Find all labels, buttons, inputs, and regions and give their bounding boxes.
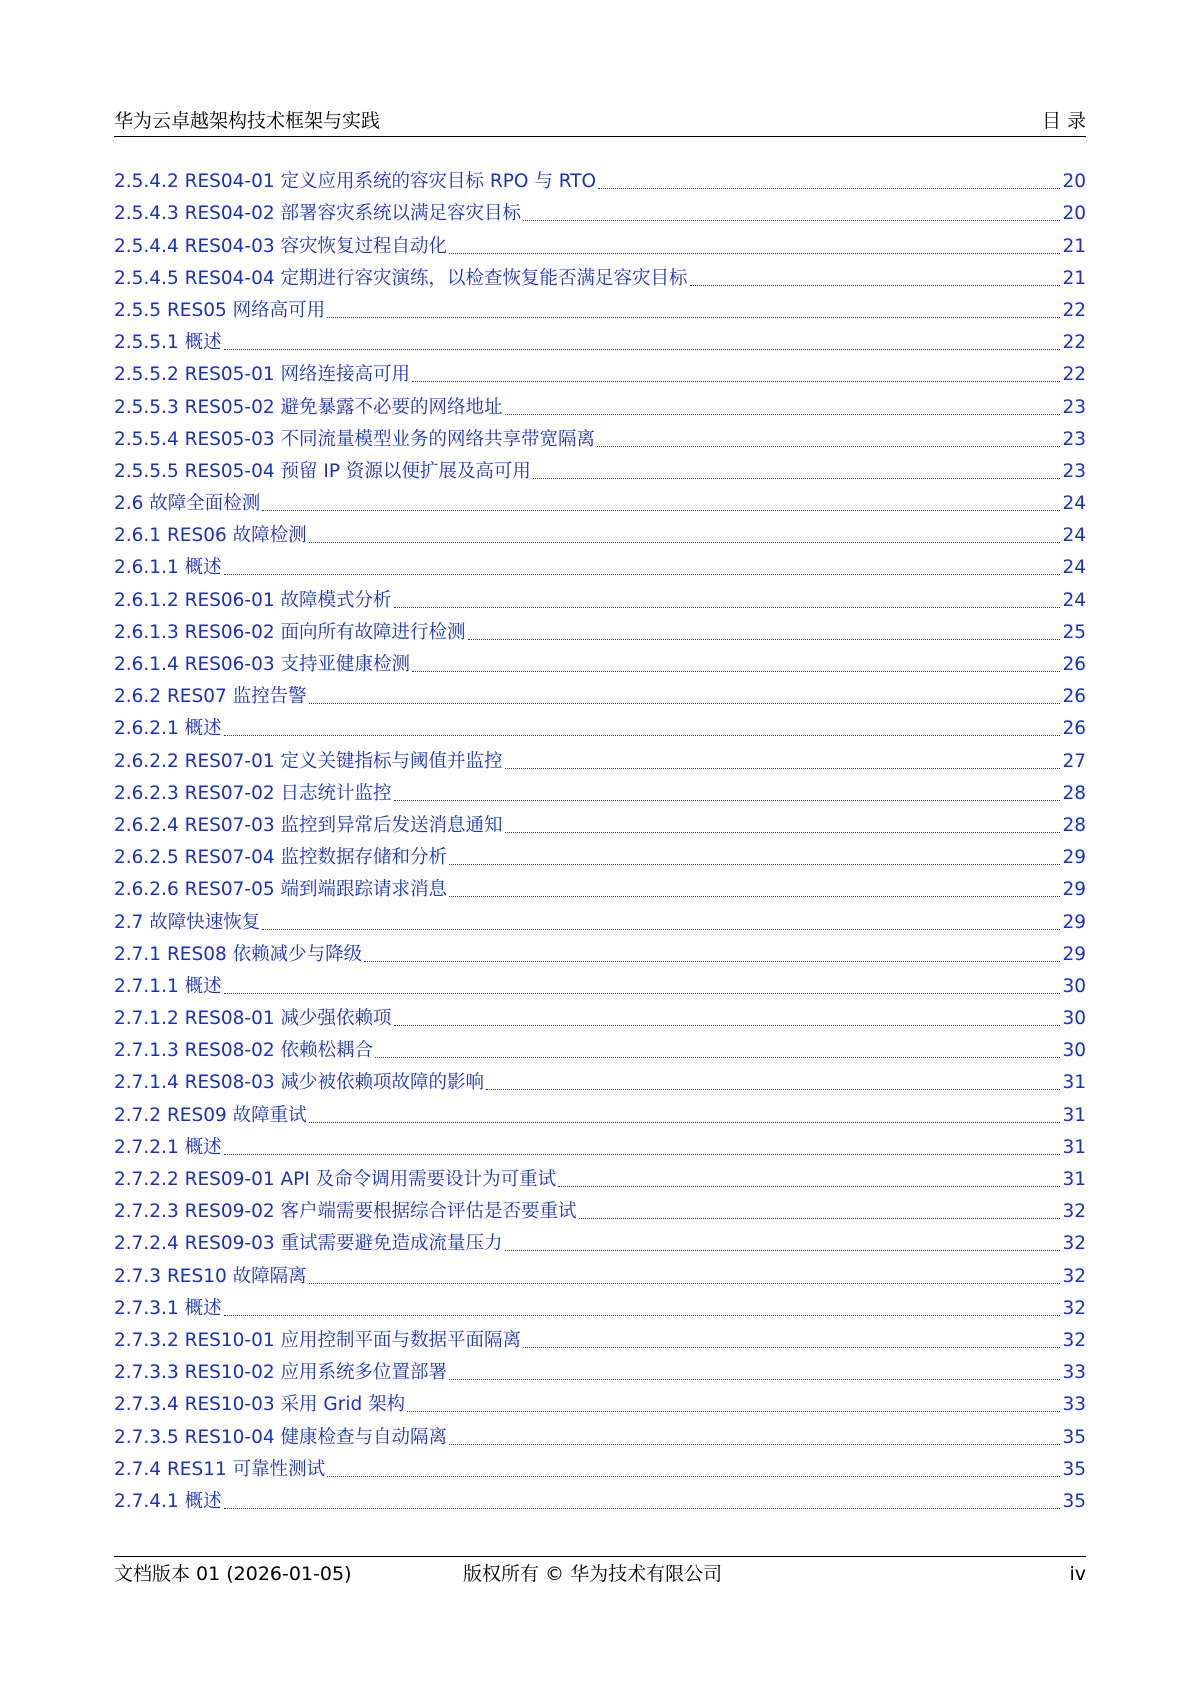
toc-entry-page[interactable]: 23 [1062, 428, 1086, 450]
dot-leader [364, 960, 1060, 962]
toc-entry[interactable] [114, 713, 1086, 745]
toc-entry-page[interactable]: 29 [1062, 847, 1086, 869]
toc-entry[interactable] [114, 263, 1086, 295]
toc-entry-page[interactable]: 22 [1062, 364, 1086, 386]
page-header [114, 110, 1086, 137]
toc-entry[interactable] [114, 939, 1086, 971]
document-title: 华为云卓越架构技术框架与实践 [114, 110, 381, 132]
dot-leader [468, 638, 1061, 640]
toc-entry-label[interactable]: 2.7.3.1 概述 [114, 1297, 222, 1319]
toc-entry[interactable] [114, 456, 1086, 488]
toc-entry[interactable] [114, 488, 1086, 520]
toc-entry-label[interactable]: 2.7.3.3 RES10-02 应用系统多位置部署 [114, 1362, 448, 1384]
dot-leader [412, 380, 1060, 382]
toc-entry-label[interactable]: 2.6.2.2 RES07-01 定义关键指标与阈值并监控 [114, 750, 503, 772]
toc-entry[interactable] [114, 810, 1086, 842]
toc-entry[interactable] [114, 584, 1086, 616]
toc-entry[interactable] [114, 198, 1086, 230]
toc-entry[interactable] [114, 1325, 1086, 1357]
toc-entry-label[interactable]: 2.7.4 RES11 可靠性测试 [114, 1458, 326, 1480]
dot-leader [309, 541, 1061, 543]
toc-entry-page[interactable]: 28 [1062, 814, 1086, 836]
toc-entry-label[interactable]: 2.7.2.4 RES09-03 重试需要避免造成流量压力 [114, 1233, 503, 1255]
toc-entry-page[interactable]: 29 [1062, 943, 1086, 965]
toc-entry[interactable] [114, 1003, 1086, 1035]
dot-leader [690, 284, 1061, 286]
toc-entry-page[interactable]: 26 [1062, 686, 1086, 708]
toc-entry[interactable] [114, 681, 1086, 713]
toc-entry-label[interactable]: 2.5.4.4 RES04-03 容灾恢复过程自动化 [114, 235, 448, 257]
dot-leader [412, 670, 1060, 672]
dot-leader [505, 413, 1061, 415]
toc-entry-label[interactable]: 2.7.2.3 RES09-02 客户端需要根据综合评估是否要重试 [114, 1201, 577, 1223]
toc-entry-page[interactable]: 26 [1062, 718, 1086, 740]
toc-entry-page[interactable]: 20 [1062, 203, 1086, 225]
dot-leader [394, 799, 1061, 801]
toc-entry[interactable] [114, 1454, 1086, 1486]
page-footer [114, 1556, 1086, 1587]
toc-entry-label[interactable]: 2.7.2 RES09 故障重试 [114, 1104, 307, 1126]
toc-entry-label[interactable]: 2.6.1 RES06 故障检测 [114, 525, 307, 547]
dot-leader [505, 767, 1061, 769]
dot-leader [449, 1443, 1060, 1445]
toc-entry-label[interactable]: 2.6.1.3 RES06-02 面向所有故障进行检测 [114, 621, 466, 643]
dot-leader [486, 1088, 1060, 1090]
toc-entry[interactable] [114, 1099, 1086, 1131]
dot-leader [309, 1121, 1061, 1123]
dot-leader [224, 1314, 1061, 1316]
toc-entry[interactable] [114, 842, 1086, 874]
toc-entry[interactable] [114, 1035, 1086, 1067]
dot-leader [224, 348, 1061, 350]
toc-entry-page[interactable]: 28 [1062, 782, 1086, 804]
toc-entry[interactable] [114, 1389, 1086, 1421]
toc-entry-page[interactable]: 30 [1062, 1040, 1086, 1062]
dot-leader [407, 1410, 1060, 1412]
toc-entry-label[interactable]: 2.7.3.4 RES10-03 采用 Grid 架构 [114, 1394, 406, 1416]
toc-entry[interactable] [114, 649, 1086, 681]
dot-leader [505, 831, 1061, 833]
toc-entry-label[interactable]: 2.5.4.3 RES04-02 部署容灾系统以满足容灾目标 [114, 203, 522, 225]
toc-entry-page[interactable]: 32 [1062, 1297, 1086, 1319]
toc-entry-label[interactable]: 2.6.2.1 概述 [114, 718, 222, 740]
toc-entry[interactable] [114, 552, 1086, 584]
toc-entry-page[interactable]: 24 [1062, 557, 1086, 579]
toc-entry-label[interactable]: 2.7.1.3 RES08-02 依赖松耦合 [114, 1040, 374, 1062]
toc-entry-page[interactable]: 21 [1062, 235, 1086, 257]
toc-entry[interactable] [114, 906, 1086, 938]
toc-entry-label[interactable]: 2.6.2 RES07 监控告警 [114, 686, 307, 708]
table-of-contents [114, 166, 1086, 1518]
toc-entry-label[interactable]: 2.6.2.6 RES07-05 端到端跟踪请求消息 [114, 879, 448, 901]
toc-entry-page[interactable]: 27 [1062, 750, 1086, 772]
toc-entry-page[interactable]: 31 [1062, 1136, 1086, 1158]
dot-leader [449, 252, 1060, 254]
toc-entry[interactable] [114, 1357, 1086, 1389]
dot-leader [558, 1185, 1060, 1187]
toc-entry-label[interactable]: 2.7.1.1 概述 [114, 975, 222, 997]
dot-leader [309, 702, 1061, 704]
toc-entry-page[interactable]: 20 [1062, 171, 1086, 193]
dot-leader [394, 606, 1061, 608]
toc-entry-label[interactable]: 2.6.1.1 概述 [114, 557, 222, 579]
toc-entry-label[interactable]: 2.5.5.2 RES05-01 网络连接高可用 [114, 364, 411, 386]
toc-entry[interactable] [114, 1421, 1086, 1453]
toc-entry[interactable] [114, 1067, 1086, 1099]
toc-entry-page[interactable]: 23 [1062, 396, 1086, 418]
toc-entry-page[interactable]: 31 [1062, 1169, 1086, 1190]
toc-entry-label[interactable]: 2.6.1.2 RES06-01 故障模式分析 [114, 589, 392, 611]
dot-leader [394, 1024, 1061, 1026]
toc-entry-page[interactable]: 24 [1062, 525, 1086, 547]
toc-entry[interactable] [114, 327, 1086, 359]
dot-leader [598, 187, 1060, 189]
dot-leader [449, 863, 1060, 865]
toc-entry[interactable] [114, 1260, 1086, 1292]
dot-leader [262, 928, 1060, 930]
toc-entry-label[interactable]: 2.7.1 RES08 依赖减少与降级 [114, 943, 363, 965]
toc-entry-page[interactable]: 35 [1062, 1458, 1086, 1480]
page-number: iv [1069, 1563, 1086, 1585]
dot-leader [375, 1056, 1060, 1058]
toc-entry-label[interactable]: 2.5.5.5 RES05-04 预留 IP 资源以便扩展及高可用 [114, 460, 531, 482]
toc-entry-label[interactable]: 2.7 故障快速恢复 [114, 911, 261, 933]
toc-entry[interactable] [114, 1164, 1086, 1196]
toc-entry-label[interactable]: 2.7.1.4 RES08-03 减少被依赖项故障的影响 [114, 1072, 485, 1094]
toc-entry[interactable] [114, 1293, 1086, 1325]
dot-leader [597, 445, 1060, 447]
toc-entry-page[interactable]: 23 [1062, 460, 1086, 482]
toc-entry[interactable] [114, 1228, 1086, 1260]
toc-entry-label[interactable]: 2.6.2.4 RES07-03 监控到异常后发送消息通知 [114, 814, 503, 836]
toc-entry-label[interactable]: 2.5.5.3 RES05-02 避免暴露不必要的网络地址 [114, 396, 503, 418]
toc-entry-label[interactable]: 2.6.1.4 RES06-03 支持亚健康检测 [114, 654, 411, 675]
toc-entry[interactable] [114, 391, 1086, 423]
toc-entry-label[interactable]: 2.7.2.2 RES09-01 API 及命令调用需要设计为可重试 [114, 1169, 557, 1190]
toc-entry[interactable] [114, 166, 1086, 198]
toc-entry-page[interactable]: 29 [1062, 879, 1086, 901]
toc-entry-label[interactable]: 2.7.2.1 概述 [114, 1136, 222, 1158]
dot-leader [224, 573, 1061, 575]
toc-entry-page[interactable]: 32 [1062, 1233, 1086, 1255]
toc-entry[interactable] [114, 874, 1086, 906]
toc-entry[interactable] [114, 617, 1086, 649]
toc-entry-page[interactable]: 25 [1062, 621, 1086, 643]
dot-leader [523, 1346, 1060, 1348]
toc-entry[interactable] [114, 359, 1086, 391]
toc-entry[interactable] [114, 1486, 1086, 1518]
dot-leader [224, 1153, 1061, 1155]
toc-entry-page[interactable]: 26 [1062, 654, 1086, 675]
toc-entry-page[interactable]: 21 [1062, 267, 1086, 289]
dot-leader [224, 992, 1061, 994]
toc-entry-label[interactable]: 2.7.3.5 RES10-04 健康检查与自动隔离 [114, 1426, 448, 1448]
dot-leader [224, 734, 1061, 736]
toc-entry-page[interactable]: 32 [1062, 1265, 1086, 1287]
dot-leader [449, 1378, 1060, 1380]
dot-leader [309, 1282, 1061, 1284]
toc-entry-page[interactable]: 31 [1062, 1072, 1086, 1094]
toc-entry[interactable] [114, 745, 1086, 777]
toc-entry-page[interactable]: 22 [1062, 332, 1086, 354]
toc-entry-label[interactable]: 2.6.2.3 RES07-02 日志统计监控 [114, 782, 392, 804]
toc-entry[interactable] [114, 778, 1086, 810]
toc-entry-page[interactable]: 35 [1062, 1426, 1086, 1448]
toc-entry-page[interactable]: 24 [1062, 493, 1086, 515]
section-name: 目 录 [1041, 110, 1086, 132]
toc-entry-label[interactable]: 2.5.5 RES05 网络高可用 [114, 299, 326, 321]
toc-entry-label[interactable]: 2.5.5.4 RES05-03 不同流量模型业务的网络共享带宽隔离 [114, 428, 596, 450]
dot-leader [327, 1475, 1060, 1477]
toc-entry[interactable] [114, 1132, 1086, 1164]
toc-entry-page[interactable]: 33 [1062, 1394, 1086, 1416]
toc-entry[interactable] [114, 230, 1086, 262]
toc-entry[interactable] [114, 1196, 1086, 1228]
document-version: 文档版本 01 (2026-01-05) [114, 1563, 352, 1585]
toc-entry[interactable] [114, 424, 1086, 456]
toc-entry-label[interactable]: 2.5.4.2 RES04-01 定义应用系统的容灾目标 RPO 与 RTO [114, 171, 597, 193]
dot-leader [262, 509, 1060, 511]
toc-entry-page[interactable]: 30 [1062, 1008, 1086, 1030]
toc-entry-page[interactable]: 33 [1062, 1362, 1086, 1384]
toc-entry-page[interactable]: 31 [1062, 1104, 1086, 1126]
toc-entry-label[interactable]: 2.5.5.1 概述 [114, 332, 222, 354]
toc-entry-label[interactable]: 2.6.2.5 RES07-04 监控数据存储和分析 [114, 847, 448, 869]
toc-entry-label[interactable]: 2.7.3.2 RES10-01 应用控制平面与数据平面隔离 [114, 1329, 522, 1351]
toc-entry-page[interactable]: 30 [1062, 975, 1086, 997]
toc-entry-label[interactable]: 2.5.4.5 RES04-04 定期进行容灾演练，以检查恢复能否满足容灾目标 [114, 267, 688, 289]
toc-entry-page[interactable]: 29 [1062, 911, 1086, 933]
dot-leader [505, 1249, 1061, 1251]
toc-entry[interactable] [114, 295, 1086, 327]
toc-entry-label[interactable]: 2.7.4.1 概述 [114, 1490, 222, 1512]
toc-entry-page[interactable]: 24 [1062, 589, 1086, 611]
dot-leader [224, 1507, 1061, 1509]
dot-leader [523, 219, 1060, 221]
toc-entry-label[interactable]: 2.6 故障全面检测 [114, 493, 261, 515]
dot-leader [327, 316, 1060, 318]
dot-leader [533, 477, 1061, 479]
toc-entry-page[interactable]: 22 [1062, 299, 1086, 321]
dot-leader [449, 895, 1060, 897]
dot-leader [579, 1217, 1061, 1219]
toc-entry-label[interactable]: 2.7.3 RES10 故障隔离 [114, 1265, 307, 1287]
toc-entry-page[interactable]: 32 [1062, 1201, 1086, 1223]
toc-entry-page[interactable]: 32 [1062, 1329, 1086, 1351]
toc-entry-label[interactable]: 2.7.1.2 RES08-01 减少强依赖项 [114, 1008, 392, 1030]
copyright-notice: 版权所有 © 华为技术有限公司 [463, 1563, 723, 1585]
toc-entry-page[interactable]: 35 [1062, 1490, 1086, 1512]
toc-entry[interactable] [114, 520, 1086, 552]
toc-entry[interactable] [114, 971, 1086, 1003]
